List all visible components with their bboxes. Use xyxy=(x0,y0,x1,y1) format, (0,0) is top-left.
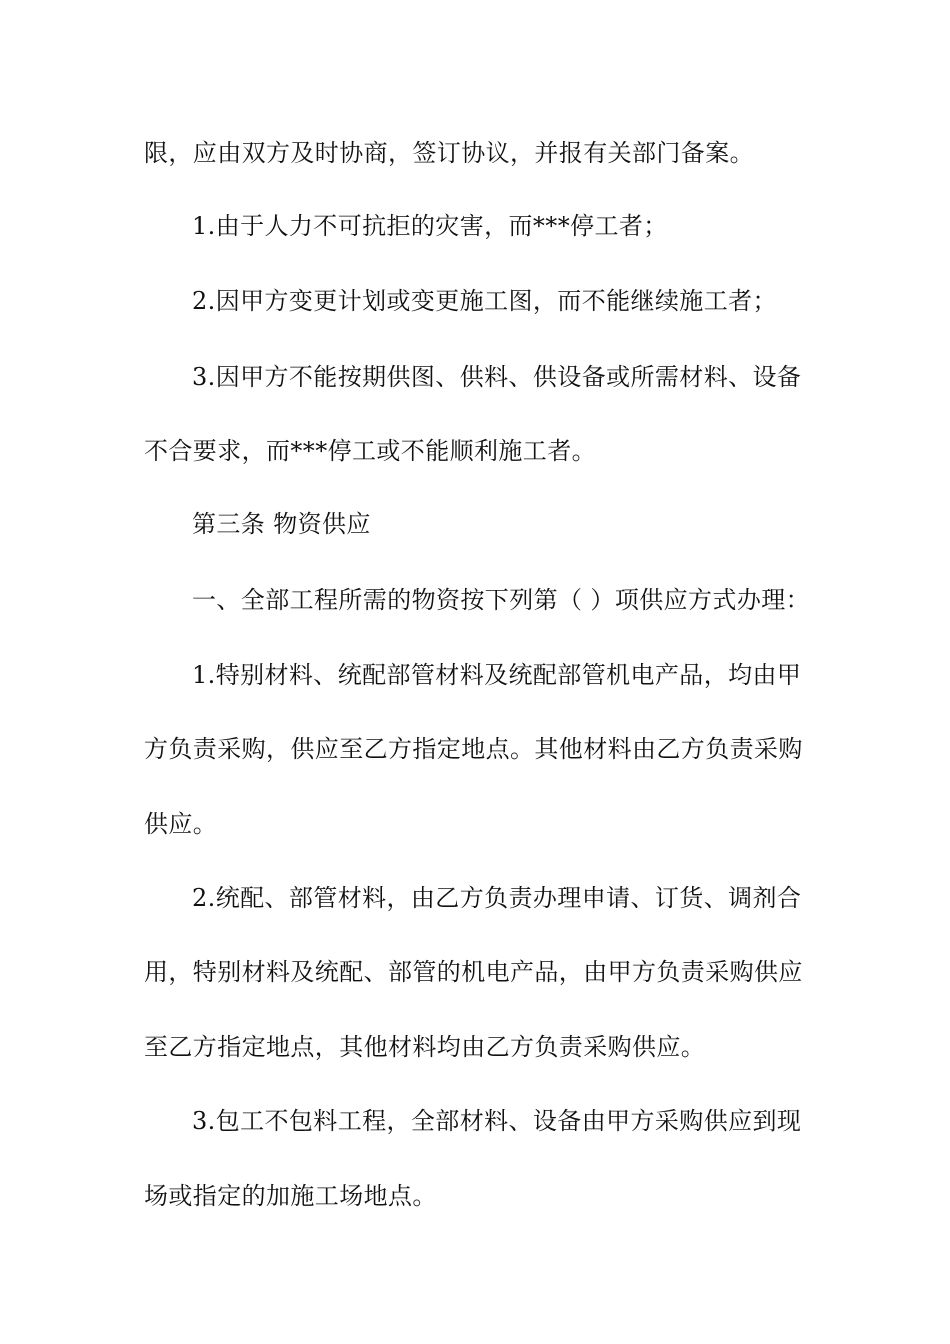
paragraph-line: 方负责采购，供应至乙方指定地点。其他材料由乙方负责采购 xyxy=(144,735,803,763)
paragraph-line: 3.包工不包料工程，全部材料、设备由甲方采购供应到现 xyxy=(192,1107,802,1135)
paragraph-line: 限，应由双方及时协商，签订协议，并报有关部门备案。 xyxy=(144,139,754,167)
paragraph-line: 至乙方指定地点，其他材料均由乙方负责采购供应。 xyxy=(144,1033,706,1061)
paragraph-line: 供应。 xyxy=(144,810,218,838)
paragraph-line: 1.特别材料、统配部管材料及统配部管机电产品，均由甲 xyxy=(192,661,802,689)
paragraph-line: 用，特别材料及统配、部管的机电产品，由甲方负责采购供应 xyxy=(144,958,803,986)
paragraph-line: 不合要求，而***停工或不能顺利施工者。 xyxy=(144,437,596,465)
paragraph-line: 2.因甲方变更计划或变更施工图，而不能继续施工者； xyxy=(192,287,777,315)
paragraph-line: 场或指定的加施工场地点。 xyxy=(144,1182,437,1210)
paragraph-line: 3.因甲方不能按期供图、供料、供设备或所需材料、设备 xyxy=(192,363,802,391)
section-heading: 第三条 物资供应 xyxy=(192,510,371,538)
paragraph-line: 1.由于人力不可抗拒的灾害，而***停工者； xyxy=(192,212,668,240)
paragraph-line: 2.统配、部管材料，由乙方负责办理申请、订货、调剂合 xyxy=(192,884,802,912)
paragraph-line: 一、全部工程所需的物资按下列第（ ）项供应方式办理： xyxy=(192,586,811,614)
